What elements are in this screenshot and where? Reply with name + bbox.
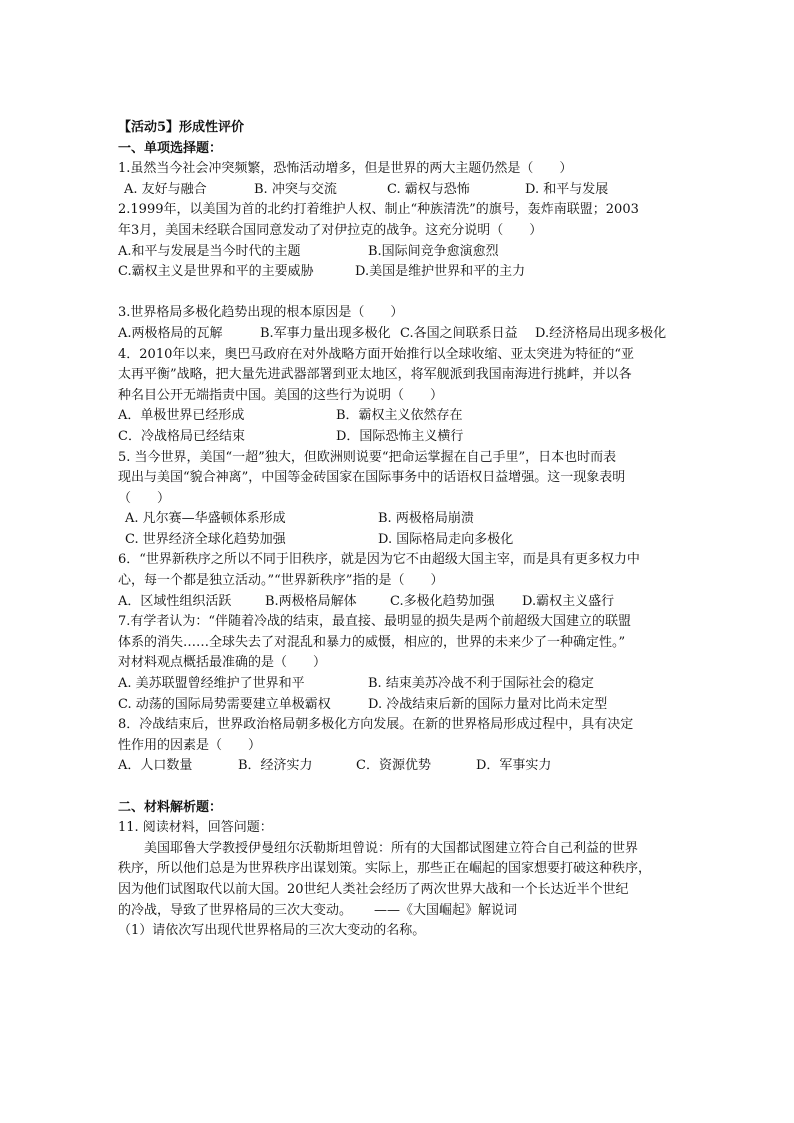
option-d: D. 国际格局走向多极化 — [378, 531, 514, 547]
question-1-options — [118, 180, 678, 201]
option-a: A. 凡尔赛—华盛顿体系形成 — [125, 511, 286, 527]
option-c: C.各国之间联系日益 — [400, 325, 518, 341]
option-a: A．人口数量 — [118, 758, 193, 774]
section-heading-multiple-choice: 一、单项选择题： — [118, 140, 223, 156]
question-11-stem: 11. 阅读材料，回答问题： — [118, 820, 273, 836]
question-7-options-row-1 — [118, 674, 678, 695]
option-d: D.霸权主义盛行 — [522, 593, 615, 609]
option-b: B.国际间竞争愈演愈烈 — [368, 243, 499, 259]
material-paragraph-text: 的冷战，导致了世界格局的三次大变动。 — [118, 902, 353, 918]
option-c: C. 霸权与恐怖 — [387, 181, 470, 197]
question-6-stem-line-2: 心，每一个都是独立活动。”“世界新秩序”指的是（ ） — [118, 573, 444, 589]
question-4-stem-line-3: 种名目公开无端指责中国。美国的这些行为说明（ ） — [118, 387, 444, 403]
question-5-options-row-2 — [118, 530, 678, 551]
option-d: D．军事实力 — [476, 758, 552, 774]
material-paragraph-line-4 — [118, 901, 678, 922]
question-8-options — [118, 756, 678, 777]
activity-title: 【活动5】形成性评价 — [118, 120, 245, 135]
question-4-options-row-1 — [118, 406, 678, 427]
question-5-stem-line-3: （ ） — [118, 490, 171, 506]
option-c: C.霸权主义是世界和平的主要威胁 — [118, 264, 314, 280]
option-d: D.经济格局出现多极化 — [535, 325, 667, 341]
option-d: D．国际恐怖主义横行 — [336, 428, 464, 444]
question-2-options-row-2 — [118, 262, 678, 283]
option-a: A．单极世界已经形成 — [118, 408, 245, 424]
option-b: B. 两极格局崩溃 — [378, 511, 474, 527]
question-6-options — [118, 592, 678, 613]
option-d: D. 冷战结束后新的国际力量对比尚未定型 — [368, 696, 608, 712]
option-b: B．经济实力 — [238, 758, 313, 774]
question-3-options — [118, 324, 678, 345]
option-a: A. 友好与融合 — [124, 181, 207, 197]
question-5-stem-line-2: 现出与美国“貌合神离”，中国等金砖国家在国际事务中的话语权日益增强。这一现象表明 — [118, 470, 626, 486]
option-c: C．冷战格局已经结束 — [118, 428, 245, 444]
question-5-options-row-1 — [118, 509, 678, 530]
material-paragraph-line-1: 美国耶鲁大学教授伊曼纽尔沃勒斯坦曾说：所有的大国都试图建立符合自己利益的世界 — [144, 840, 639, 856]
section-heading-material-analysis: 二、材料解析题： — [118, 799, 223, 815]
spacer — [118, 777, 678, 798]
question-5-stem-line-1: 5. 当今世界，美国“一超”独大，但欧洲则说要“把命运掌握在自己手里”，日本也时而表 — [118, 449, 617, 465]
option-d: D.美国是维护世界和平的主力 — [355, 264, 526, 280]
spacer — [118, 283, 678, 304]
question-8-stem-line-1: 8．冷战结束后，世界政治格局朝多极化方向发展。在新的世界格局形成过程中，具有决定 — [118, 717, 634, 733]
material-paragraph-line-3: 因为他们试图取代以前大国。20世纪人类社会经历了两次世界大战和一个长达近半个世纪 — [118, 881, 629, 897]
question-3-stem: 3.世界格局多极化趋势出现的根本原因是（ ） — [118, 305, 404, 321]
option-c: C.多极化趋势加强 — [390, 593, 495, 609]
question-2-stem-line-1: 2.1999年，以美国为首的北约打着维护人权、制止“种族清洗”的旗号，轰炸南联盟；2003 — [118, 202, 639, 218]
option-a: A.和平与发展是当今时代的主题 — [118, 243, 301, 259]
question-1-stem: 1.虽然当今社会冲突频繁，恐怖活动增多，但是世界的两大主题仍然是（ ） — [118, 161, 573, 177]
option-a: A. 美苏联盟曾经维护了世界和平 — [118, 676, 305, 692]
question-4-options-row-2 — [118, 427, 678, 448]
question-7-stem-line-1: 7.有学者认为：“伴随着冷战的结束，最直接、最明显的损失是两个前超级大国建立的联盟 — [118, 614, 632, 630]
question-7-stem-line-2: 体系的消失……全球失去了对混乱和暴力的威慑，相应的，世界的未来少了一种确定性。” — [118, 634, 626, 650]
question-4-stem-line-1: 4．2010年以来，奥巴马政府在对外战略方面开始推行以全球收缩、亚太突进为特征的“亚 — [118, 346, 635, 362]
option-b: B.军事力量出现多极化 — [260, 325, 391, 341]
option-b: B．霸权主义依然存在 — [336, 408, 463, 424]
option-c: C. 动荡的国际局势需要建立单极霸权 — [118, 696, 331, 712]
option-c: C．资源优势 — [356, 758, 431, 774]
question-7-options-row-2 — [118, 695, 678, 716]
option-b: B.两极格局解体 — [265, 593, 357, 609]
option-a: A．区域性组织活跃 — [118, 593, 232, 609]
option-c: C. 世界经济全球化趋势加强 — [125, 531, 286, 547]
material-source: ——《大国崛起》解说词 — [374, 902, 518, 918]
option-a: A.两极格局的瓦解 — [118, 325, 223, 341]
option-d: D. 和平与发展 — [525, 181, 609, 197]
option-b: B. 冲突与交流 — [254, 181, 337, 197]
worksheet-page — [118, 118, 678, 942]
question-6-stem-line-1: 6．“世界新秩序之所以不同于旧秩序，就是因为它不由超级大国主宰，而是具有更多权力中 — [118, 552, 640, 568]
material-paragraph-line-2: 秩序，所以他们总是为世界秩序出谋划策。实际上，那些正在崛起的国家想要打破这种秩序， — [118, 861, 652, 877]
question-2-stem-line-2: 年3月，美国未经联合国同意发动了对伊拉克的战争。这充分说明（ ） — [118, 222, 543, 238]
question-8-stem-line-2: 性作用的因素是（ ） — [118, 737, 262, 753]
question-7-stem-line-3: 对材料观点概括最准确的是（ ） — [118, 655, 327, 671]
question-4-stem-line-2: 太再平衡”战略，把大量先进武器部署到亚太地区，将军舰派到我国南海进行挑衅，并以各 — [118, 367, 632, 383]
question-2-options-row-1 — [118, 242, 678, 263]
option-b: B. 结束美苏冷战不利于国际社会的稳定 — [368, 676, 594, 692]
sub-question-1: （1）请依次写出现代世界格局的三次大变动的名称。 — [118, 923, 426, 939]
